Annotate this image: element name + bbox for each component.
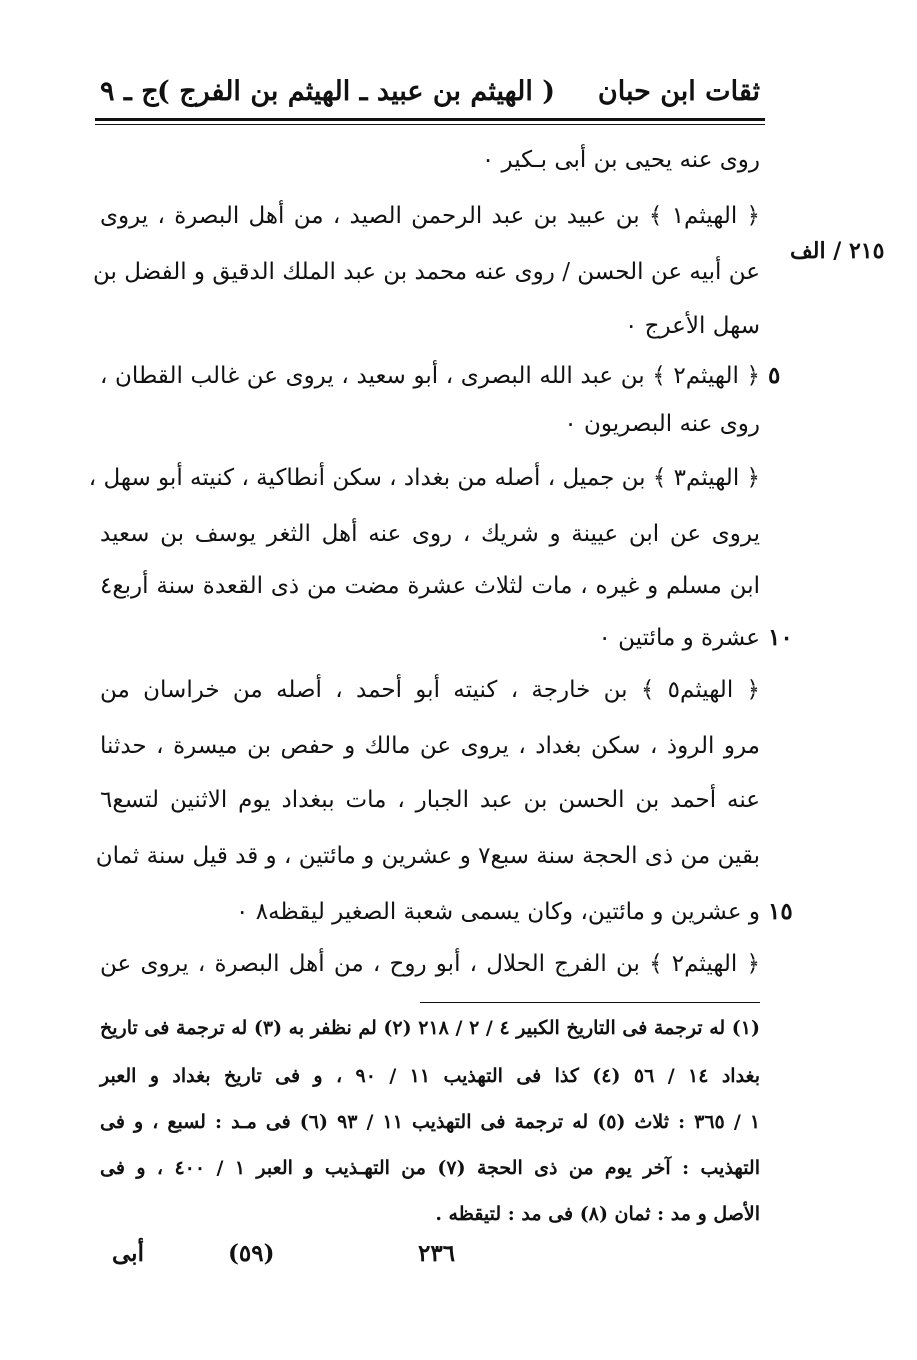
footnote-line-5: الأصل و مد : ثمان (٨) فى مد : لتيقظه .	[435, 1203, 760, 1225]
body-line-5: ﴿ الهيثم٢ ﴾ بن عبد الله البصرى ، أبو سعيد ، يروى عن غالب القطان ،	[100, 363, 760, 389]
header-rule-thick	[95, 118, 765, 121]
body-line-11: ﴿ الهيثم٥ ﴾ بن خارجة ، كنيته أبو أحمد ، أصله من خراسان من	[100, 677, 760, 703]
body-line-12: مرو الروذ ، سكن بغداد ، يروى عن مالك و حفص بن ميسرة ، حدثنا	[100, 733, 760, 759]
body-line-4: سهل الأعرج ٠	[624, 313, 760, 339]
body-line-10: عشرة و مائتين ٠	[598, 625, 760, 651]
volume-label: ج ـ ٩	[100, 76, 159, 107]
body-line-14: بقين من ذى الحجة سنة سبع٧ و عشرين و مائتين ، و قد قيل سنة ثمان	[95, 843, 760, 869]
line-number-10: ١٠	[768, 624, 793, 651]
header-rule-thin	[95, 124, 765, 125]
body-line-7: ﴿ الهيثم٣ ﴾ بن جميل ، أصله من بغداد ، سكن أنطاكية ، كنيته أبو سهل ،	[88, 465, 760, 491]
footnote-line-4: التهذيب : آخر يوم من ذى الحجة (٧) من التهـذيب و العبر ١ / ٤٠٠ ، و فى	[100, 1157, 760, 1179]
body-line-3: عن أبيه عن الحسن / روى عنه محمد بن عبد الملك الدقيق و الفضل بن	[93, 259, 760, 285]
body-line-9: ابن مسلم و غيره ، مات لثلاث عشرة مضت من ذى القعدة سنة أربع٤	[100, 573, 760, 599]
manuscript-folio-note: ٢١٥ / الف	[790, 238, 885, 264]
running-header	[100, 70, 760, 116]
body-line-15: و عشرين و مائتين، وكان يسمى شعبة الصغير ليقظه٨ ٠	[236, 899, 760, 925]
catchword: أبى	[112, 1240, 144, 1267]
entry-range: ( الهيثم بن عبيد ـ الهيثم بن الفرج )	[157, 76, 555, 107]
footnote-line-3: ١ / ٣٦٥ : ثلاث (٥) له ترجمة فى التهذيب ١١ / ٩٣ (٦) فى مـد : لسبع ، و فى	[100, 1111, 761, 1133]
footnote-rule	[420, 1002, 760, 1003]
body-line-2: ﴿ الهيثم١ ﴾ بن عبيد بن عبد الرحمن الصيد ، من أهل البصرة ، يروى	[100, 203, 760, 229]
body-line-16: ﴿ الهيثم٢ ﴾ بن الفرج الحلال ، أبو روح ، من أهل البصرة ، يروى عن	[100, 951, 760, 977]
body-line-8: يروى عن ابن عيينة و شريك ، روى عنه أهل الثغر يوسف بن سعيد	[100, 521, 760, 547]
body-line-1: روى عنه يحيى بن أبى بـكير ٠	[481, 147, 760, 173]
line-number-15: ١٥	[768, 898, 793, 925]
body-line-13: عنه أحمد بن الحسن بن عبد الجبار ، مات ببغداد يوم الاثنين لتسع٦	[100, 787, 760, 813]
line-number-5: ٥	[768, 362, 781, 389]
footnote-line-1: (١) له ترجمة فى التاريخ الكبير ٤ / ٢ / ٢١٨ (٢) لم نظفر به (٣) له ترجمة فى تاريخ	[100, 1017, 761, 1039]
page-number: ٢٣٦	[418, 1240, 456, 1267]
body-line-6: روى عنه البصريون ٠	[564, 411, 760, 437]
book-title: ثقات ابن حبان	[597, 76, 760, 107]
footnote-line-2: بغداد ١٤ / ٥٦ (٤) كذا فى التهذيب ١١ / ٩٠ ، و فى تاريخ بغداد و العبر	[100, 1065, 761, 1087]
signature-mark: (٥٩)	[228, 1240, 275, 1267]
